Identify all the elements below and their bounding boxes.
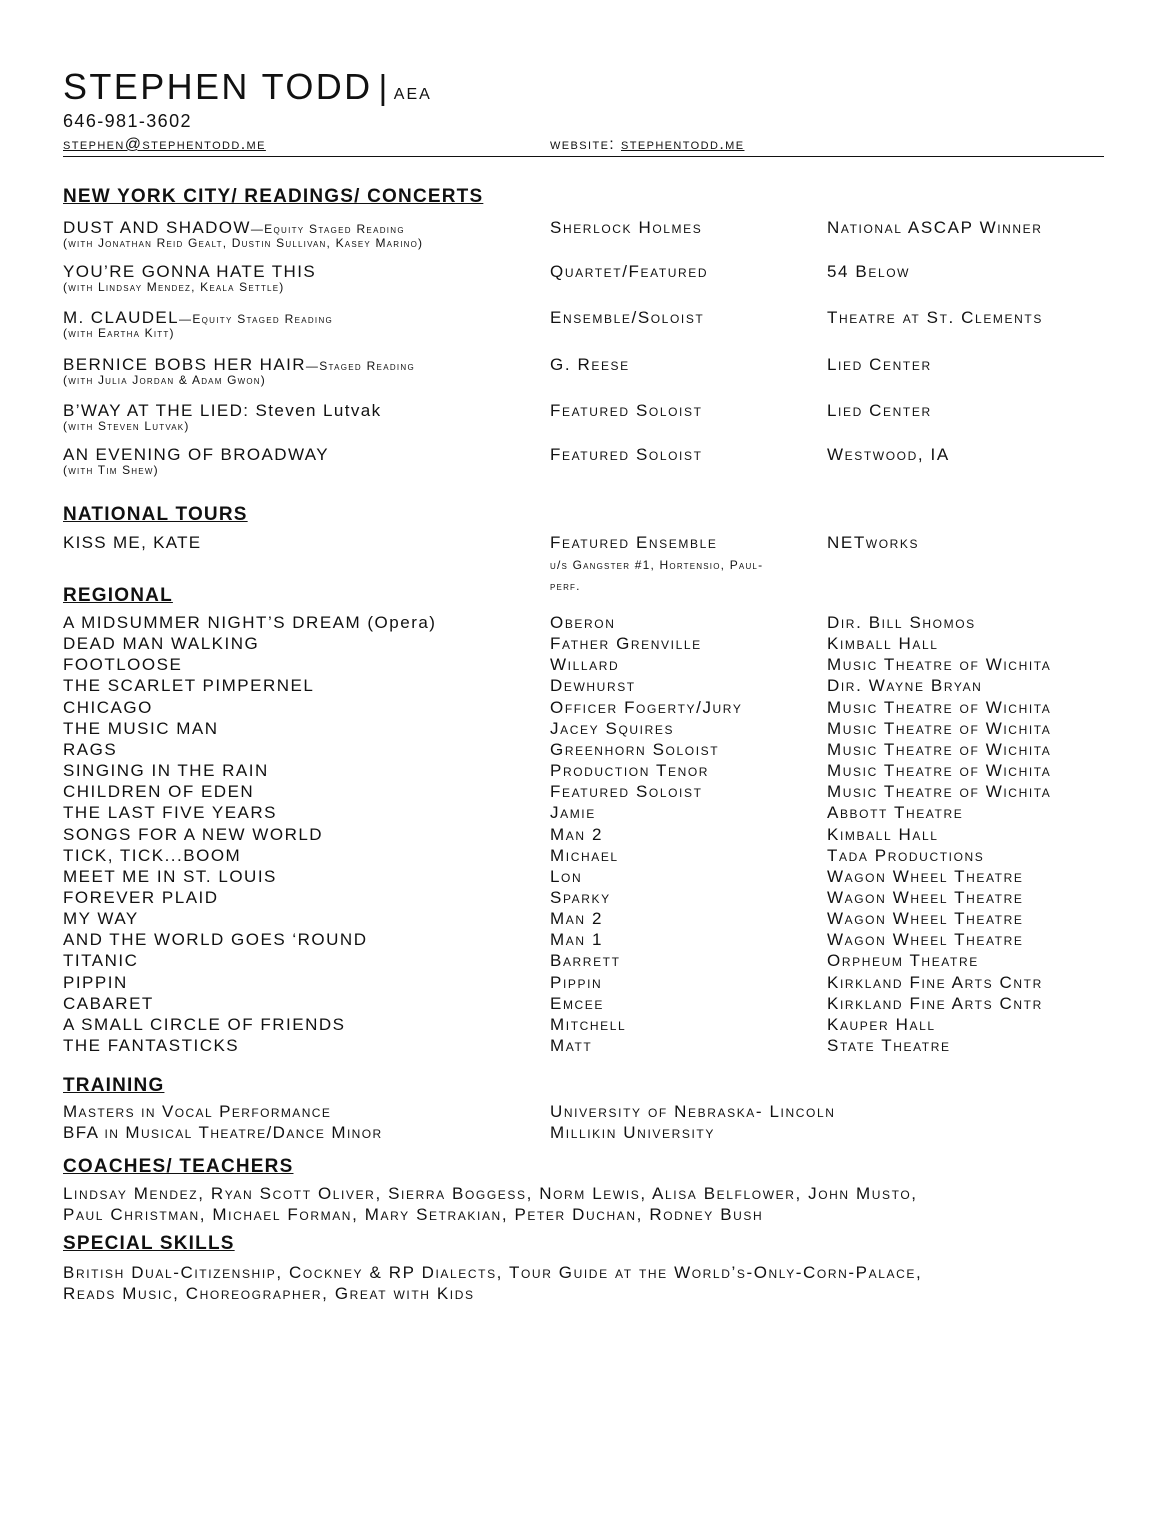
role: Greenhorn Soloist (550, 739, 720, 759)
role: Barrett (550, 951, 621, 971)
venue: Abbott Theatre (827, 803, 964, 823)
regional-credit-row (63, 613, 1113, 634)
venue: Tada Productions (827, 845, 985, 865)
understudy-note-cont: perf. (550, 579, 581, 593)
show-title-group (63, 308, 333, 328)
website-link[interactable]: stephentodd.me (621, 136, 745, 153)
show-title: AND THE WORLD GOES ‘ROUND (63, 930, 368, 950)
role: Production Tenor (550, 761, 710, 781)
phone-number: 646-981-3602 (63, 111, 192, 131)
show-title-group (63, 262, 316, 282)
skills-line: British Dual-Citizenship, Cockney & RP Dialects, Tour Guide at the World’s-Only-Corn-Palace, (63, 1263, 923, 1282)
regional-credit-row (63, 698, 1113, 719)
collaborators-note: (with Jonathan Reid Gealt, Dustin Sullivan, Kasey Marino) (63, 236, 424, 250)
show-title: B’WAY AT THE LIED: Steven Lutvak (63, 401, 382, 420)
show-title: MY WAY (63, 909, 139, 929)
role: Father Grenville (550, 634, 702, 654)
show-title: MEET ME IN ST. LOUIS (63, 866, 277, 886)
regional-credit-row (63, 951, 1113, 972)
school: University of Nebraska- Lincoln (550, 1102, 836, 1121)
venue: Lied Center (827, 401, 932, 420)
venue: Orpheum Theatre (827, 951, 979, 971)
regional-credit-row (63, 740, 1113, 761)
show-title: PIPPIN (63, 972, 128, 992)
show-title: TICK, TICK...BOOM (63, 845, 242, 865)
regional-credit-row (63, 1015, 1113, 1036)
regional-credit-row (63, 930, 1113, 951)
role: Featured Ensemble (550, 533, 718, 552)
regional-credit-row (63, 846, 1113, 867)
role: Dewhurst (550, 676, 636, 696)
role: Ensemble/Soloist (550, 308, 705, 327)
role: Jacey Squires (550, 718, 675, 738)
show-title: SONGS FOR A NEW WORLD (63, 824, 324, 844)
role: Emcee (550, 993, 605, 1013)
collaborators-note: (with Lindsay Mendez, Keala Settle) (63, 280, 285, 294)
coaches-line: Lindsay Mendez, Ryan Scott Oliver, Sierra Boggess, Norm Lewis, Alisa Belflower, John Musto, (63, 1184, 918, 1203)
show-title: SINGING IN THE RAIN (63, 761, 269, 781)
role: Featured Soloist (550, 782, 703, 802)
skills-list (63, 1262, 1113, 1304)
regional-credit-row (63, 676, 1113, 697)
show-title: CHILDREN OF EDEN (63, 782, 255, 802)
venue: Kirkland Fine Arts Cntr (827, 972, 1043, 992)
regional-credit-row (63, 825, 1113, 846)
role: Michael (550, 845, 619, 865)
show-title: BERNICE BOBS HER HAIR (63, 355, 306, 374)
regional-credit-row (63, 973, 1113, 994)
venue: National ASCAP Winner (827, 218, 1043, 237)
venue: Kimball Hall (827, 634, 939, 654)
venue: Dir. Bill Shomos (827, 613, 976, 632)
venue: Music Theatre of Wichita (827, 697, 1052, 717)
role: Willard (550, 655, 620, 675)
show-title: KISS ME, KATE (63, 533, 202, 552)
role: Sherlock Holmes (550, 218, 703, 237)
role: Jamie (550, 803, 596, 823)
venue: Theatre at St. Clements (827, 308, 1043, 327)
regional-credit-row (63, 803, 1113, 824)
contact-line (63, 136, 1104, 157)
show-title: AN EVENING OF BROADWAY (63, 445, 329, 464)
name-text: STEPHEN TODD (63, 66, 373, 107)
venue: Kauper Hall (827, 1014, 936, 1034)
show-title: YOU’RE GONNA HATE THIS (63, 262, 317, 281)
venue: Wagon Wheel Theatre (827, 887, 1024, 907)
regional-credit-row (63, 719, 1113, 740)
role: Featured Soloist (550, 401, 703, 420)
show-title: DEAD MAN WALKING (63, 634, 260, 654)
show-title-group (63, 218, 405, 238)
venue: Dir. Wayne Bryan (827, 676, 983, 696)
name-separator: | (378, 69, 390, 107)
section-heading-tours: NATIONAL TOURS (63, 504, 248, 525)
role: Man 1 (550, 930, 604, 950)
regional-credit-row (63, 888, 1113, 909)
degree: Masters in Vocal Performance (63, 1102, 332, 1121)
degree: BFA in Musical Theatre/Dance Minor (63, 1123, 383, 1142)
collaborators-note: (with Julia Jordan & Adam Gwon) (63, 373, 266, 387)
show-title-group (63, 355, 415, 375)
role: Lon (550, 866, 583, 886)
regional-credit-row (63, 782, 1113, 803)
website-label: website: (550, 136, 621, 153)
show-title: FOREVER PLAID (63, 887, 219, 907)
regional-credit-row (63, 994, 1113, 1015)
show-title: FOOTLOOSE (63, 655, 183, 675)
show-title: A SMALL CIRCLE OF FRIENDS (63, 1014, 346, 1034)
venue: Wagon Wheel Theatre (827, 930, 1024, 950)
understudy-note: u/s Gangster #1, Hortensio, Paul- (550, 558, 764, 572)
school: Millikin University (550, 1123, 715, 1142)
show-title-group (63, 401, 382, 421)
venue: Kimball Hall (827, 824, 939, 844)
show-title: THE FANTASTICKS (63, 1036, 240, 1055)
venue: Wagon Wheel Theatre (827, 909, 1024, 929)
email-text[interactable]: stephen@stephentodd.me (63, 136, 266, 153)
venue: Westwood, IA (827, 445, 950, 464)
regional-credit-row (63, 634, 1113, 655)
show-title: A MIDSUMMER NIGHT’S DREAM (Opera) (63, 613, 437, 632)
regional-credit-row (63, 1036, 1113, 1057)
role: Matt (550, 1036, 593, 1055)
venue: Wagon Wheel Theatre (827, 866, 1024, 886)
venue: Music Theatre of Wichita (827, 761, 1052, 781)
show-title: CHICAGO (63, 697, 153, 717)
role: Officer Fogerty/Jury (550, 697, 743, 717)
show-title-group (63, 445, 329, 465)
section-heading-training: TRAINING (63, 1075, 165, 1096)
training-row (63, 1123, 1113, 1144)
collaborators-note: (with Eartha Kitt) (63, 326, 175, 340)
role: Man 2 (550, 909, 604, 929)
collaborators-note: (with Steven Lutvak) (63, 419, 190, 433)
venue: NETworks (827, 533, 920, 552)
venue: Music Theatre of Wichita (827, 782, 1052, 802)
website-field (550, 136, 744, 154)
show-title: DUST AND SHADOW (63, 218, 251, 237)
training-row (63, 1102, 1113, 1123)
production-type: —Equity Staged Reading (250, 222, 405, 236)
collaborators-note: (with Tim Shew) (63, 463, 159, 477)
venue: 54 Below (827, 262, 911, 281)
skills-line: Reads Music, Choreographer, Great with Kids (63, 1284, 475, 1303)
union-affiliation: aea (393, 78, 432, 104)
show-title: M. CLAUDEL (63, 308, 180, 327)
regional-credit-row (63, 655, 1113, 676)
show-title: TITANIC (63, 951, 139, 971)
show-title: CABARET (63, 993, 154, 1013)
performer-name (63, 66, 432, 108)
coaches-list (63, 1183, 1113, 1225)
role: Man 2 (550, 824, 604, 844)
show-title: THE LAST FIVE YEARS (63, 803, 277, 823)
section-heading-regional: REGIONAL (63, 585, 173, 606)
role: Oberon (550, 613, 616, 632)
regional-credit-row (63, 761, 1113, 782)
role: Quartet/Featured (550, 262, 709, 281)
venue: Kirkland Fine Arts Cntr (827, 993, 1043, 1013)
venue: State Theatre (827, 1036, 951, 1055)
coaches-line: Paul Christman, Michael Forman, Mary Setrakian, Peter Duchan, Rodney Bush (63, 1205, 764, 1224)
role: Sparky (550, 887, 611, 907)
venue: Music Theatre of Wichita (827, 739, 1052, 759)
section-heading-coaches: COACHES/ TEACHERS (63, 1156, 294, 1177)
production-type: —Staged Reading (305, 359, 416, 373)
role: Mitchell (550, 1014, 627, 1034)
venue: Lied Center (827, 355, 932, 374)
section-heading-nyc: NEW YORK CITY/ READINGS/ CONCERTS (63, 186, 484, 207)
section-heading-skills: SPECIAL SKILLS (63, 1233, 235, 1254)
role: Featured Soloist (550, 445, 703, 464)
show-title: THE MUSIC MAN (63, 718, 219, 738)
email-link[interactable] (63, 136, 266, 154)
regional-credit-row (63, 909, 1113, 930)
role: G. Reese (550, 355, 630, 374)
show-title: THE SCARLET PIMPERNEL (63, 676, 315, 696)
venue: Music Theatre of Wichita (827, 655, 1052, 675)
role: Pippin (550, 972, 603, 992)
production-type: —Equity Staged Reading (179, 312, 334, 326)
venue: Music Theatre of Wichita (827, 718, 1052, 738)
regional-credit-row (63, 867, 1113, 888)
show-title: RAGS (63, 739, 118, 759)
